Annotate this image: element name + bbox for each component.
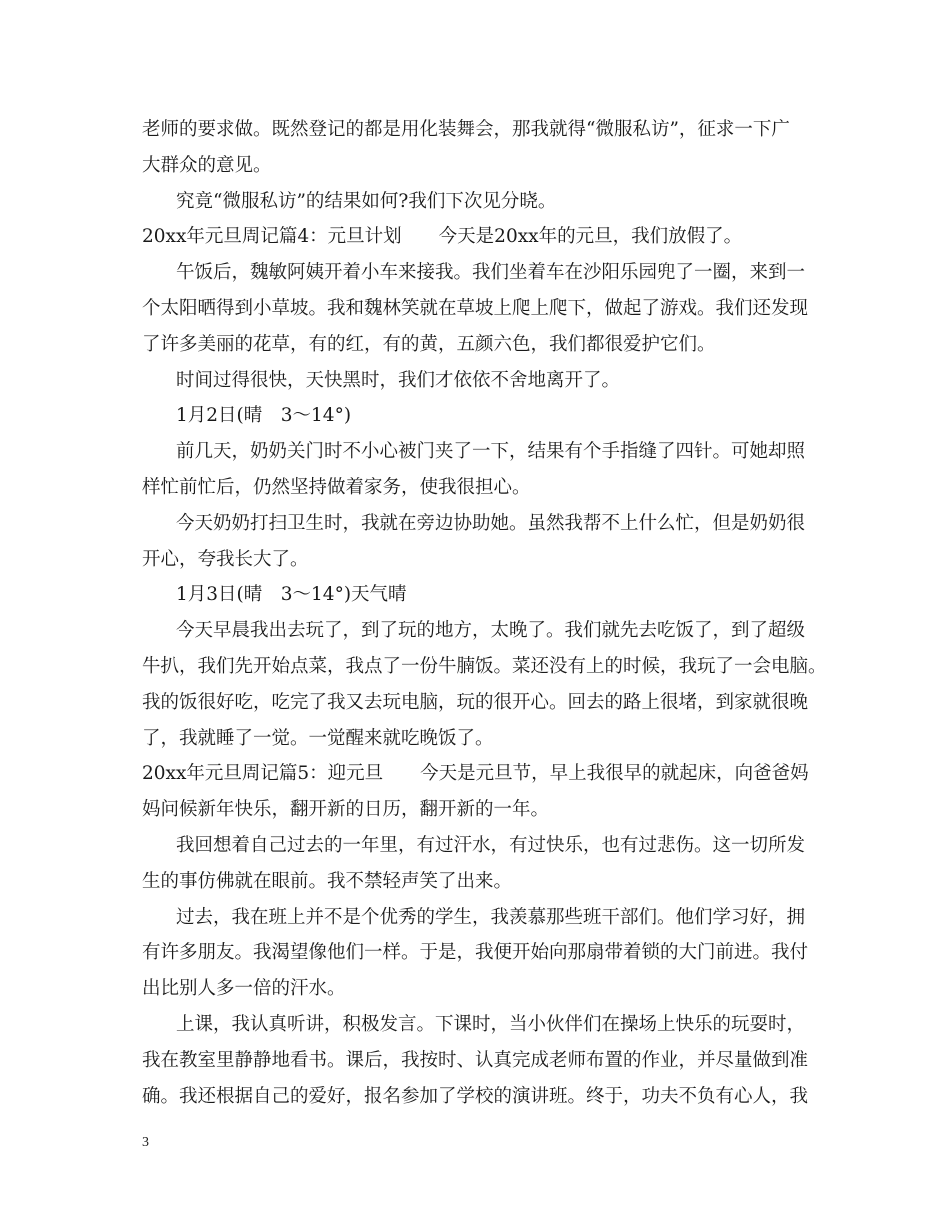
text-line: 时间过得很快，天快黑时，我们才依依不舍地离开了。 <box>176 370 621 391</box>
section-heading-line: 20xx年元旦周记篇5：迎元旦 今天是元旦节，早上我很早的就起床，向爸爸妈 <box>142 763 809 784</box>
text-line: 今天早晨我出去玩了，到了玩的地方，太晚了。我们就先去吃饭了，到了超级 <box>176 620 806 641</box>
text-line: 老师的要求做。既然登记的都是用化装舞会，那我就得“微服私访”，征求一下广 <box>142 119 790 140</box>
text-line: 大群众的意见。 <box>142 155 272 176</box>
text-line: 了许多美丽的花草，有的红，有的黄，五颜六色，我们都很爱护它们。 <box>142 334 716 355</box>
text-line: 确。我还根据自己的爱好，报名参加了学校的演讲班。终于，功夫不负有心人，我 <box>142 1086 809 1107</box>
text-line: 个太阳晒得到小草坡。我和魏林笑就在草坡上爬上爬下，做起了游戏。我们还发现 <box>142 298 809 319</box>
text-line: 我回想着自己过去的一年里，有过汗水，有过快乐，也有过悲伤。这一切所发 <box>176 835 806 856</box>
date-line: 1月2日(晴 3～14°) <box>176 405 352 426</box>
text-line: 牛扒，我们先开始点菜，我点了一份牛腩饭。菜还没有上的时候，我玩了一会电脑。 <box>142 656 827 677</box>
text-line: 生的事仿佛就在眼前。我不禁轻声笑了出来。 <box>142 871 513 892</box>
text-line: 我的饭很好吃，吃完了我又去玩电脑，玩的很开心。回去的路上很堵，到家就很晚 <box>142 692 809 713</box>
text-line: 有许多朋友。我渴望像他们一样。于是，我便开始向那扇带着锁的大门前进。我付 <box>142 942 809 963</box>
text-line: 出比别人多一倍的汗水。 <box>142 978 346 999</box>
text-line: 妈问候新年快乐，翻开新的日历，翻开新的一年。 <box>142 799 550 820</box>
page-number: 3 <box>142 1135 149 1150</box>
text-line: 开心，夸我长大了。 <box>142 549 309 570</box>
text-line: 究竟“微服私访”的结果如何?我们下次见分晓。 <box>176 191 557 212</box>
text-line: 前几天，奶奶关门时不小心被门夹了一下，结果有个手指缝了四针。可她却照 <box>176 441 806 462</box>
text-line: 过去，我在班上并不是个优秀的学生，我羡慕那些班干部们。他们学习好，拥 <box>176 907 806 928</box>
text-line: 我在教室里静静地看书。课后，我按时、认真完成老师布置的作业，并尽量做到准 <box>142 1050 809 1071</box>
text-line: 今天奶奶打扫卫生时，我就在旁边协助她。虽然我帮不上什么忙，但是奶奶很 <box>176 513 806 534</box>
text-line: 午饭后，魏敏阿姨开着小车来接我。我们坐着车在沙阳乐园兜了一圈，来到一 <box>176 262 806 283</box>
section-heading-line: 20xx年元旦周记篇4：元旦计划 今天是20xx年的元旦，我们放假了。 <box>142 226 743 247</box>
text-line: 样忙前忙后，仍然坚持做着家务，使我很担心。 <box>142 477 531 498</box>
text-line: 了，我就睡了一觉。一觉醒来就吃晚饭了。 <box>142 728 494 749</box>
date-line: 1月3日(晴 3～14°)天气晴 <box>176 584 407 605</box>
text-line: 上课，我认真听讲，积极发言。下课时，当小伙伴们在操场上快乐的玩耍时， <box>176 1014 806 1035</box>
